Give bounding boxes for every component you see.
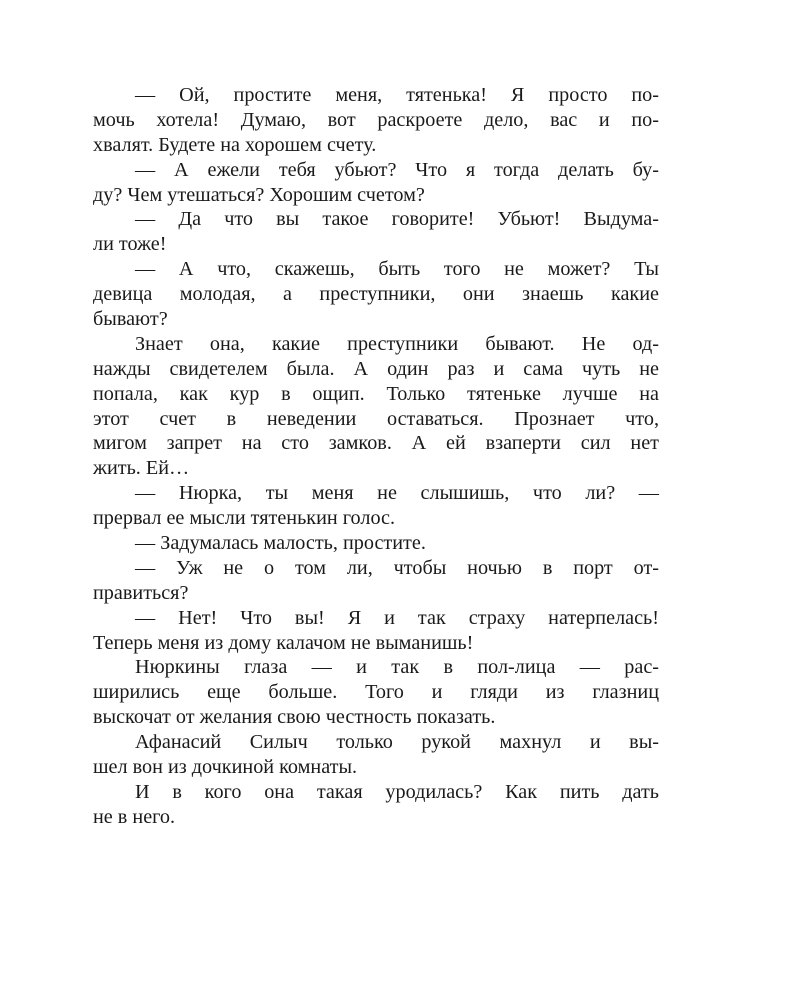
text-line: попала, как кур в ощип. Только тятеньке лучше на	[93, 382, 659, 405]
text-line: девица молодая, а преступники, они знаешь какие	[93, 283, 659, 306]
text-line: шел вон из дочкиной комнаты.	[93, 756, 358, 779]
text-line: ширились еще больше. Того и гляди из глазниц	[93, 681, 659, 704]
text-line: жить. Ей…	[93, 457, 190, 480]
text-line: мигом запрет на сто замков. А ей взаперти сил нет	[93, 432, 659, 455]
text-line: бывают?	[93, 308, 168, 331]
text-line: — Нюрка, ты меня не слышишь, что ли? —	[135, 482, 659, 505]
text-line: Афанасий Силыч только рукой махнул и вы-	[135, 731, 659, 754]
text-line: мочь хотела! Думаю, вот раскроете дело, вас и по-	[93, 108, 659, 131]
text-line: нажды свидетелем была. А один раз и сама чуть не	[93, 357, 659, 380]
body-text	[93, 83, 659, 830]
text-line: Нюркины глаза — и так в пол-лица — рас-	[135, 656, 659, 679]
text-line: хвалят. Будете на хорошем счету.	[93, 133, 377, 156]
text-line: — Нет! Что вы! Я и так страху натерпелась!	[135, 606, 659, 629]
text-line: Знает она, какие преступники бывают. Не од-	[135, 332, 659, 355]
text-line: не в него.	[93, 805, 176, 828]
text-line: — Задумалась малость, простите.	[135, 532, 426, 555]
text-line: Теперь меня из дому калачом не выманишь!	[93, 631, 474, 654]
text-line: — А что, скажешь, быть того не может? Ты	[135, 258, 659, 281]
text-line: выскочат от желания свою честность показать.	[93, 706, 496, 729]
text-line: И в кого она такая уродилась? Как пить дать	[135, 780, 659, 803]
text-line: ли тоже!	[93, 233, 167, 256]
text-line: — А ежели тебя убьют? Что я тогда делать бу-	[135, 158, 659, 181]
text-line: прервал ее мысли тятенькин голос.	[93, 507, 396, 530]
text-line: ду? Чем утешаться? Хорошим счетом?	[93, 183, 425, 206]
text-line: — Уж не о том ли, чтобы ночью в порт от-	[135, 556, 659, 579]
text-line: правиться?	[93, 581, 189, 604]
text-line: этот счет в неведении оставаться. Прознает что,	[93, 407, 659, 430]
text-line: — Ой, простите меня, тятенька! Я просто по-	[135, 84, 659, 106]
text-line: — Да что вы такое говорите! Убьют! Выдума-	[135, 208, 659, 231]
